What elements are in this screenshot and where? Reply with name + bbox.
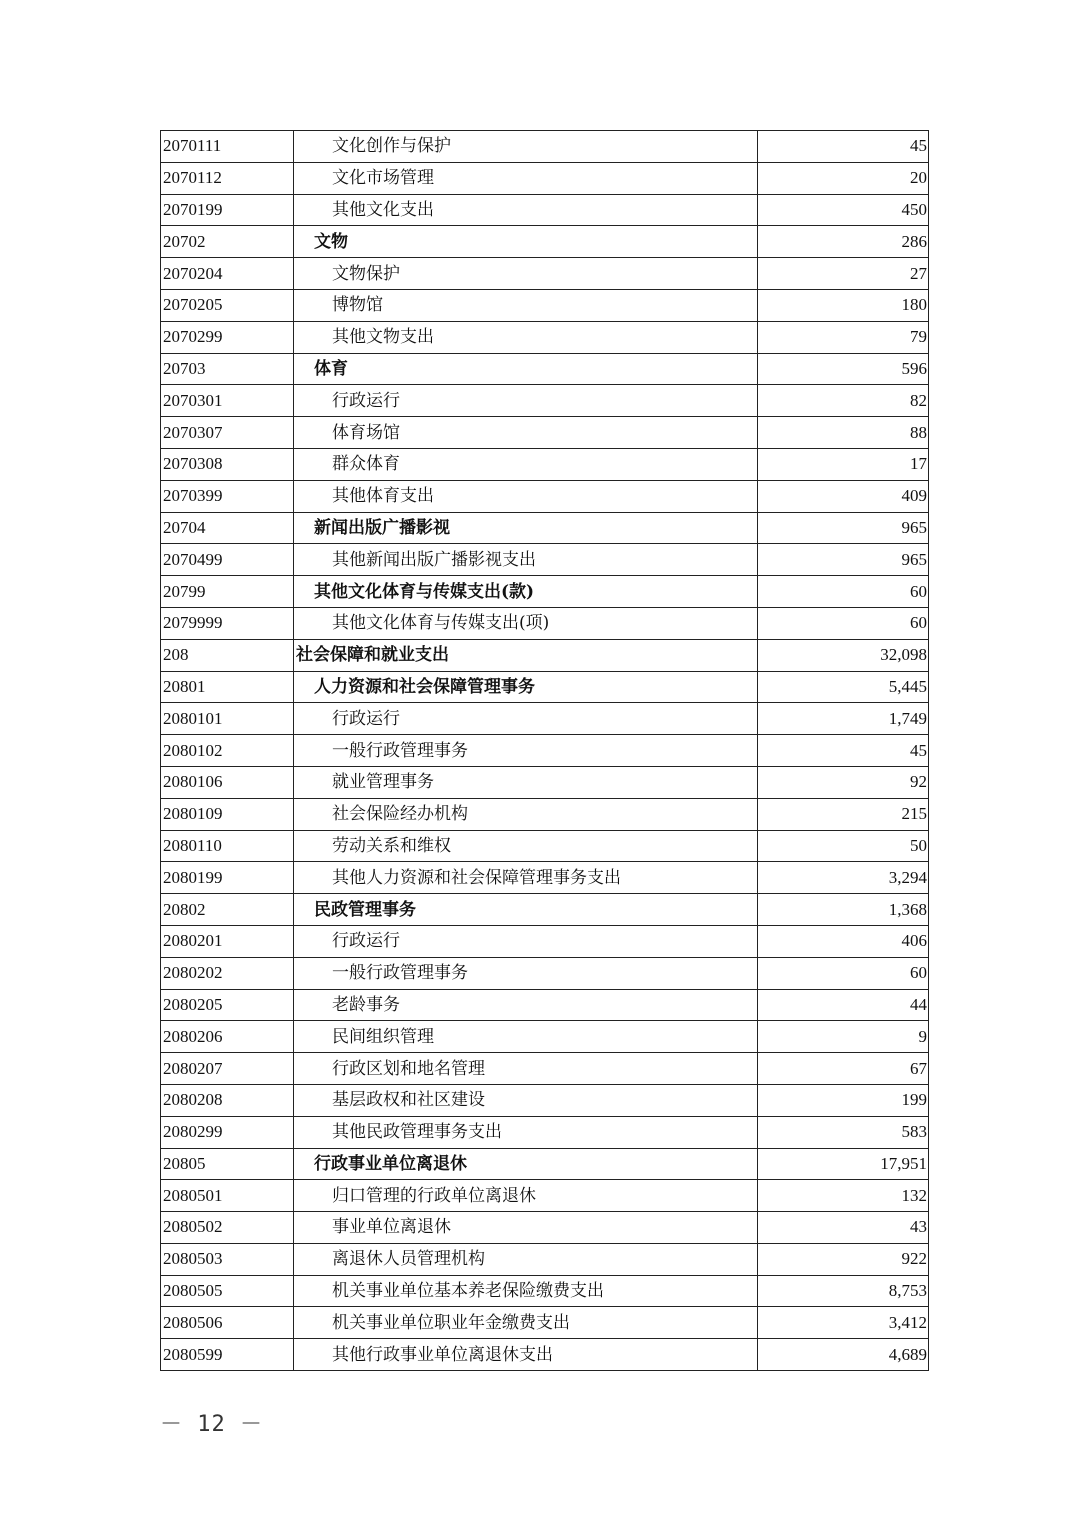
row-code-cell: 2080208 xyxy=(161,1084,294,1116)
row-amount-cell: 45 xyxy=(758,735,929,767)
row-code-cell: 2070111 xyxy=(161,131,294,163)
row-name-cell: 机关事业单位职业年金缴费支出 xyxy=(294,1307,758,1339)
row-name-cell: 其他文化体育与传媒支出(项) xyxy=(294,607,758,639)
row-name-cell: 行政区划和地名管理 xyxy=(294,1053,758,1085)
row-name-cell: 其他体育支出 xyxy=(294,480,758,512)
table-row xyxy=(161,925,929,957)
table-row xyxy=(161,798,929,830)
row-name-cell: 老龄事务 xyxy=(294,989,758,1021)
row-code-cell: 2080202 xyxy=(161,957,294,989)
row-amount-cell: 132 xyxy=(758,1180,929,1212)
row-name-cell: 行政运行 xyxy=(294,925,758,957)
row-code-cell: 2080201 xyxy=(161,925,294,957)
row-name-cell: 人力资源和社会保障管理事务 xyxy=(294,671,758,703)
row-code-cell: 2070399 xyxy=(161,480,294,512)
row-name-cell: 其他文物支出 xyxy=(294,321,758,353)
row-code-cell: 2070199 xyxy=(161,194,294,226)
row-amount-cell: 45 xyxy=(758,131,929,163)
row-name-cell: 民政管理事务 xyxy=(294,894,758,926)
row-amount-cell: 82 xyxy=(758,385,929,417)
row-name-cell: 归口管理的行政单位离退休 xyxy=(294,1180,758,1212)
row-amount-cell: 50 xyxy=(758,830,929,862)
row-amount-cell: 1,749 xyxy=(758,703,929,735)
row-code-cell: 2070299 xyxy=(161,321,294,353)
row-amount-cell: 406 xyxy=(758,925,929,957)
row-name-cell: 其他人力资源和社会保障管理事务支出 xyxy=(294,862,758,894)
row-code-cell: 20703 xyxy=(161,353,294,385)
row-amount-cell: 20 xyxy=(758,162,929,194)
row-amount-cell: 286 xyxy=(758,226,929,258)
row-amount-cell: 43 xyxy=(758,1212,929,1244)
table-row xyxy=(161,735,929,767)
row-code-cell: 2080110 xyxy=(161,830,294,862)
table-row xyxy=(161,385,929,417)
table-row xyxy=(161,639,929,671)
row-name-cell: 就业管理事务 xyxy=(294,766,758,798)
row-code-cell: 20799 xyxy=(161,576,294,608)
row-code-cell: 208 xyxy=(161,639,294,671)
row-name-cell: 社会保障和就业支出 xyxy=(294,639,758,671)
row-name-cell: 一般行政管理事务 xyxy=(294,957,758,989)
page-number: － 12 － xyxy=(160,1412,263,1437)
row-name-cell: 一般行政管理事务 xyxy=(294,735,758,767)
table-row xyxy=(161,894,929,926)
row-code-cell: 2080102 xyxy=(161,735,294,767)
row-name-cell: 文化市场管理 xyxy=(294,162,758,194)
table-row xyxy=(161,544,929,576)
row-amount-cell: 92 xyxy=(758,766,929,798)
row-amount-cell: 965 xyxy=(758,544,929,576)
row-name-cell: 基层政权和社区建设 xyxy=(294,1084,758,1116)
row-code-cell: 20805 xyxy=(161,1148,294,1180)
row-amount-cell: 3,412 xyxy=(758,1307,929,1339)
row-amount-cell: 450 xyxy=(758,194,929,226)
row-name-cell: 劳动关系和维权 xyxy=(294,830,758,862)
row-amount-cell: 79 xyxy=(758,321,929,353)
table-row xyxy=(161,957,929,989)
table-row xyxy=(161,131,929,163)
row-code-cell: 2070112 xyxy=(161,162,294,194)
table-row xyxy=(161,1243,929,1275)
table-row xyxy=(161,862,929,894)
row-code-cell: 2080505 xyxy=(161,1275,294,1307)
row-amount-cell: 596 xyxy=(758,353,929,385)
row-code-cell: 2070308 xyxy=(161,448,294,480)
row-name-cell: 文化创作与保护 xyxy=(294,131,758,163)
row-code-cell: 2080109 xyxy=(161,798,294,830)
table-row xyxy=(161,1339,929,1371)
row-name-cell: 其他文化体育与传媒支出(款) xyxy=(294,576,758,608)
table-row xyxy=(161,162,929,194)
row-amount-cell: 67 xyxy=(758,1053,929,1085)
row-name-cell: 其他文化支出 xyxy=(294,194,758,226)
table-row xyxy=(161,1307,929,1339)
row-amount-cell: 922 xyxy=(758,1243,929,1275)
table-row xyxy=(161,671,929,703)
row-amount-cell: 583 xyxy=(758,1116,929,1148)
row-code-cell: 2070205 xyxy=(161,289,294,321)
row-name-cell: 行政运行 xyxy=(294,703,758,735)
table-row xyxy=(161,448,929,480)
row-name-cell: 其他新闻出版广播影视支出 xyxy=(294,544,758,576)
table-row xyxy=(161,1116,929,1148)
row-code-cell: 2070307 xyxy=(161,417,294,449)
row-code-cell: 2080199 xyxy=(161,862,294,894)
table-row xyxy=(161,1148,929,1180)
table-row xyxy=(161,321,929,353)
table-row xyxy=(161,1275,929,1307)
row-amount-cell: 409 xyxy=(758,480,929,512)
row-amount-cell: 8,753 xyxy=(758,1275,929,1307)
row-code-cell: 2080101 xyxy=(161,703,294,735)
row-amount-cell: 44 xyxy=(758,989,929,1021)
row-name-cell: 离退休人员管理机构 xyxy=(294,1243,758,1275)
row-amount-cell: 17 xyxy=(758,448,929,480)
table-row xyxy=(161,989,929,1021)
row-amount-cell: 9 xyxy=(758,1021,929,1053)
row-code-cell: 2080506 xyxy=(161,1307,294,1339)
row-amount-cell: 965 xyxy=(758,512,929,544)
table-row xyxy=(161,766,929,798)
row-code-cell: 2070499 xyxy=(161,544,294,576)
row-amount-cell: 215 xyxy=(758,798,929,830)
table-row xyxy=(161,607,929,639)
row-code-cell: 2079999 xyxy=(161,607,294,639)
row-code-cell: 2070301 xyxy=(161,385,294,417)
row-name-cell: 机关事业单位基本养老保险缴费支出 xyxy=(294,1275,758,1307)
row-amount-cell: 5,445 xyxy=(758,671,929,703)
table-row xyxy=(161,703,929,735)
row-name-cell: 其他民政管理事务支出 xyxy=(294,1116,758,1148)
row-code-cell: 20702 xyxy=(161,226,294,258)
row-name-cell: 新闻出版广播影视 xyxy=(294,512,758,544)
row-name-cell: 博物馆 xyxy=(294,289,758,321)
table-row xyxy=(161,1053,929,1085)
row-name-cell: 其他行政事业单位离退休支出 xyxy=(294,1339,758,1371)
row-name-cell: 体育场馆 xyxy=(294,417,758,449)
row-amount-cell: 4,689 xyxy=(758,1339,929,1371)
table-row xyxy=(161,480,929,512)
row-code-cell: 2080501 xyxy=(161,1180,294,1212)
row-name-cell: 行政运行 xyxy=(294,385,758,417)
row-amount-cell: 180 xyxy=(758,289,929,321)
budget-table xyxy=(160,130,929,1371)
row-amount-cell: 27 xyxy=(758,258,929,290)
row-amount-cell: 199 xyxy=(758,1084,929,1116)
row-code-cell: 2080502 xyxy=(161,1212,294,1244)
row-code-cell: 20801 xyxy=(161,671,294,703)
row-code-cell: 2080299 xyxy=(161,1116,294,1148)
table-row xyxy=(161,830,929,862)
row-code-cell: 2080205 xyxy=(161,989,294,1021)
row-name-cell: 群众体育 xyxy=(294,448,758,480)
row-name-cell: 文物 xyxy=(294,226,758,258)
table-row xyxy=(161,512,929,544)
table-row xyxy=(161,1180,929,1212)
table-body xyxy=(161,131,929,1371)
table-row xyxy=(161,258,929,290)
table-row xyxy=(161,194,929,226)
row-amount-cell: 32,098 xyxy=(758,639,929,671)
row-code-cell: 2070204 xyxy=(161,258,294,290)
row-name-cell: 事业单位离退休 xyxy=(294,1212,758,1244)
row-name-cell: 体育 xyxy=(294,353,758,385)
row-amount-cell: 88 xyxy=(758,417,929,449)
row-code-cell: 2080207 xyxy=(161,1053,294,1085)
table-row xyxy=(161,576,929,608)
row-code-cell: 2080599 xyxy=(161,1339,294,1371)
row-amount-cell: 60 xyxy=(758,607,929,639)
row-code-cell: 20802 xyxy=(161,894,294,926)
table-row xyxy=(161,226,929,258)
table-row xyxy=(161,1212,929,1244)
row-name-cell: 文物保护 xyxy=(294,258,758,290)
table-row xyxy=(161,417,929,449)
row-code-cell: 2080206 xyxy=(161,1021,294,1053)
row-code-cell: 2080503 xyxy=(161,1243,294,1275)
row-code-cell: 2080106 xyxy=(161,766,294,798)
row-code-cell: 20704 xyxy=(161,512,294,544)
row-amount-cell: 17,951 xyxy=(758,1148,929,1180)
row-name-cell: 行政事业单位离退休 xyxy=(294,1148,758,1180)
row-name-cell: 民间组织管理 xyxy=(294,1021,758,1053)
table-row xyxy=(161,1021,929,1053)
row-amount-cell: 1,368 xyxy=(758,894,929,926)
row-name-cell: 社会保险经办机构 xyxy=(294,798,758,830)
table-row xyxy=(161,1084,929,1116)
row-amount-cell: 60 xyxy=(758,576,929,608)
table-row xyxy=(161,289,929,321)
row-amount-cell: 60 xyxy=(758,957,929,989)
row-amount-cell: 3,294 xyxy=(758,862,929,894)
table-row xyxy=(161,353,929,385)
